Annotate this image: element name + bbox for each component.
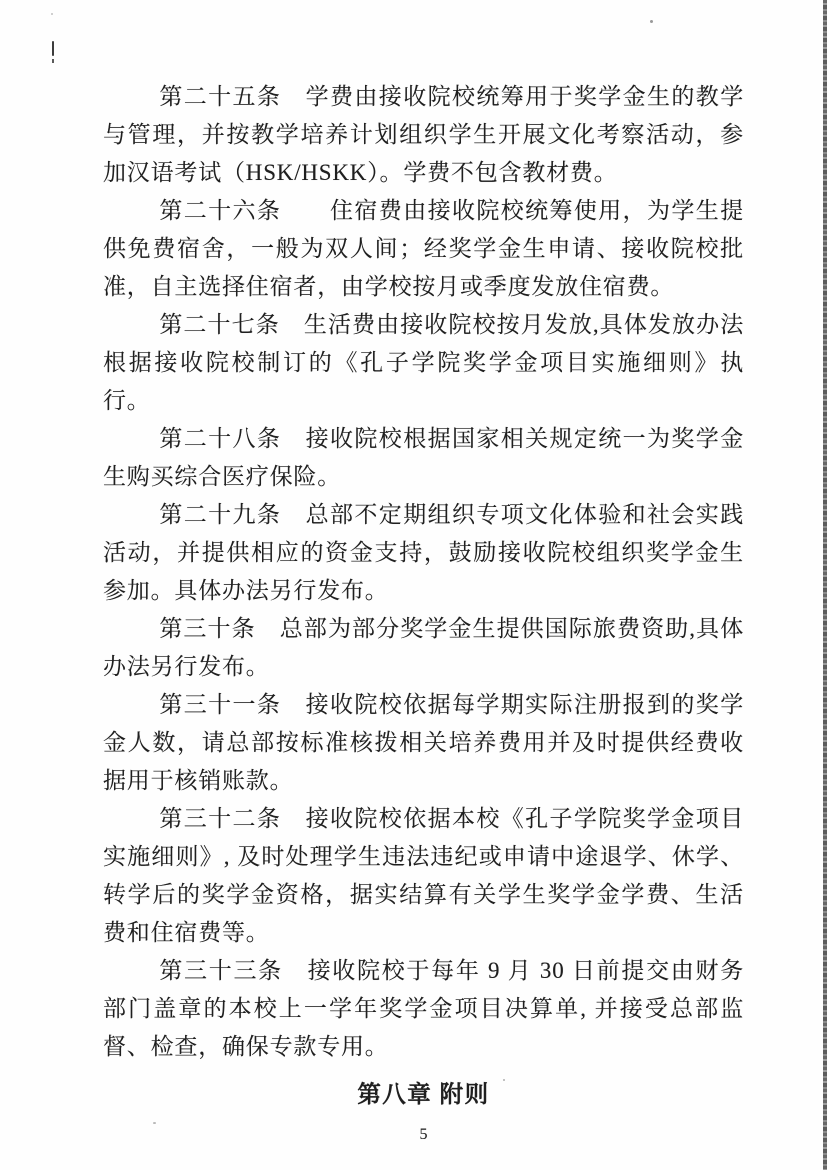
article-29-paragraph: 第二十九条 总部不定期组织专项文化体验和社会实践活动，并提供相应的资金支持，鼓励接收院校组织奖学金生参加。具体办法另行发布。 — [103, 502, 744, 603]
article-30-paragraph: 第三十条 总部为部分奖学金生提供国际旅费资助,具体办法另行发布。 — [103, 616, 744, 679]
article-26-paragraph: 第二十六条 住宿费由接收院校统筹使用，为学生提供免费宿舍，一般为双人间；经奖学金生申请、接收院校批准，自主选择住宿者，由学校按月或季度发放住宿费。 — [103, 198, 744, 299]
article-28-paragraph: 第二十八条 接收院校根据国家相关规定统一为奖学金生购买综合医疗保险。 — [103, 426, 744, 489]
article-27-paragraph: 第二十七条 生活费由接收院校按月发放,具体发放办法根据接收院校制订的《孔子学院奖学金项目实施细则》执行。 — [103, 312, 744, 413]
article-31-paragraph: 第三十一条 接收院校依据每学期实际注册报到的奖学金人数，请总部按标准核拨相关培养费用并及时提供经费收据用于核销账款。 — [103, 692, 744, 793]
article-25-paragraph: 第二十五条 学费由接收院校统筹用于奖学金生的教学与管理，并按教学培养计划组织学生开展文化考察活动，参加汉语考试（HSK/HSKK）。学费不包含教材费。 — [103, 84, 744, 185]
article-33-paragraph: 第三十三条 接收院校于每年 9 月 30 日前提交由财务部门盖章的本校上一学年奖学金项目决算单, 并接受总部监督、检查，确保专款专用。 — [103, 958, 744, 1059]
page-number: 5 — [419, 1126, 428, 1143]
chapter-heading: 第八章 附则 — [357, 1082, 490, 1108]
article-32-paragraph: 第三十二条 接收院校依据本校《孔子学院奖学金项目实施细则》, 及时处理学生违法违纪或申请中途退学、休学、转学后的奖学金资格，据实结算有关学生奖学金学费、生活费和住宿费等。 — [103, 806, 744, 945]
scan-speck — [51, 13, 53, 15]
scan-speck — [650, 20, 653, 23]
scan-edge-artifact — [823, 0, 827, 1170]
document-body — [103, 78, 744, 1145]
scan-artifact-tick — [52, 41, 54, 56]
